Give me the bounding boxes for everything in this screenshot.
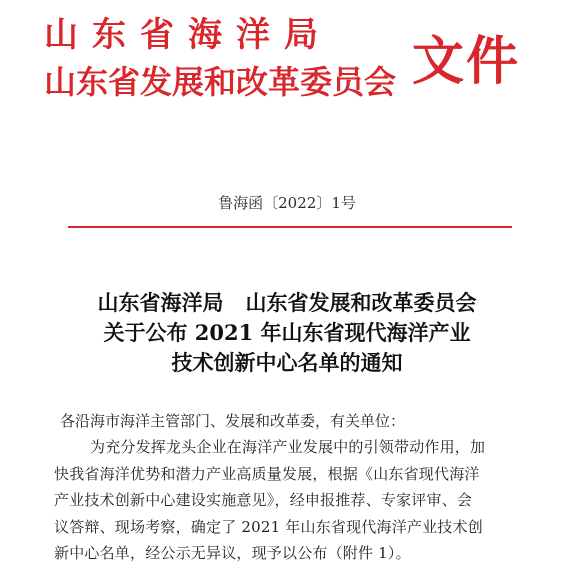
issuer-development-reform-commission: 山东省发展和改革委员会 — [44, 63, 397, 101]
paragraph-line: 快我省海洋优势和潜力产业高质量发展，根据《山东省现代海洋 — [54, 464, 480, 483]
letterhead-issuers — [44, 14, 404, 101]
document-number: 鲁海函〔2022〕1号 — [218, 194, 356, 212]
paragraph-line: 议答辩、现场考察，确定了 2021 年山东省现代海洋产业技术创 — [54, 517, 483, 536]
issuer-ocean-bureau: 山东省海洋局 — [44, 15, 332, 55]
paragraph-line: 新中心名单，经公示无异议，现予以公布（附件 1）。 — [54, 544, 411, 562]
title-line-3: 技术创新中心名单的通知 — [171, 350, 403, 375]
red-divider-line — [68, 226, 512, 228]
title-issuer-b: 山东省发展和改革委员会 — [245, 290, 477, 315]
document-body — [54, 408, 524, 567]
salutation: 各沿海市海洋主管部门、发展和改革委，有关单位： — [60, 412, 406, 430]
letterhead-doc-type: 文件 — [412, 32, 521, 92]
title-issuer-a: 山东省海洋局 — [97, 290, 224, 315]
paragraph-line: 为充分发挥龙头企业在海洋产业发展中的引领带动作用，加 — [90, 438, 486, 456]
title-line-2: 关于公布 2021 年山东省现代海洋产业 — [103, 320, 471, 345]
title-line-1 — [0, 288, 574, 318]
paragraph-line: 产业技术创新中心建设实施意见》，经申报推荐、专家评审、会 — [54, 491, 473, 509]
document-title — [0, 288, 574, 378]
